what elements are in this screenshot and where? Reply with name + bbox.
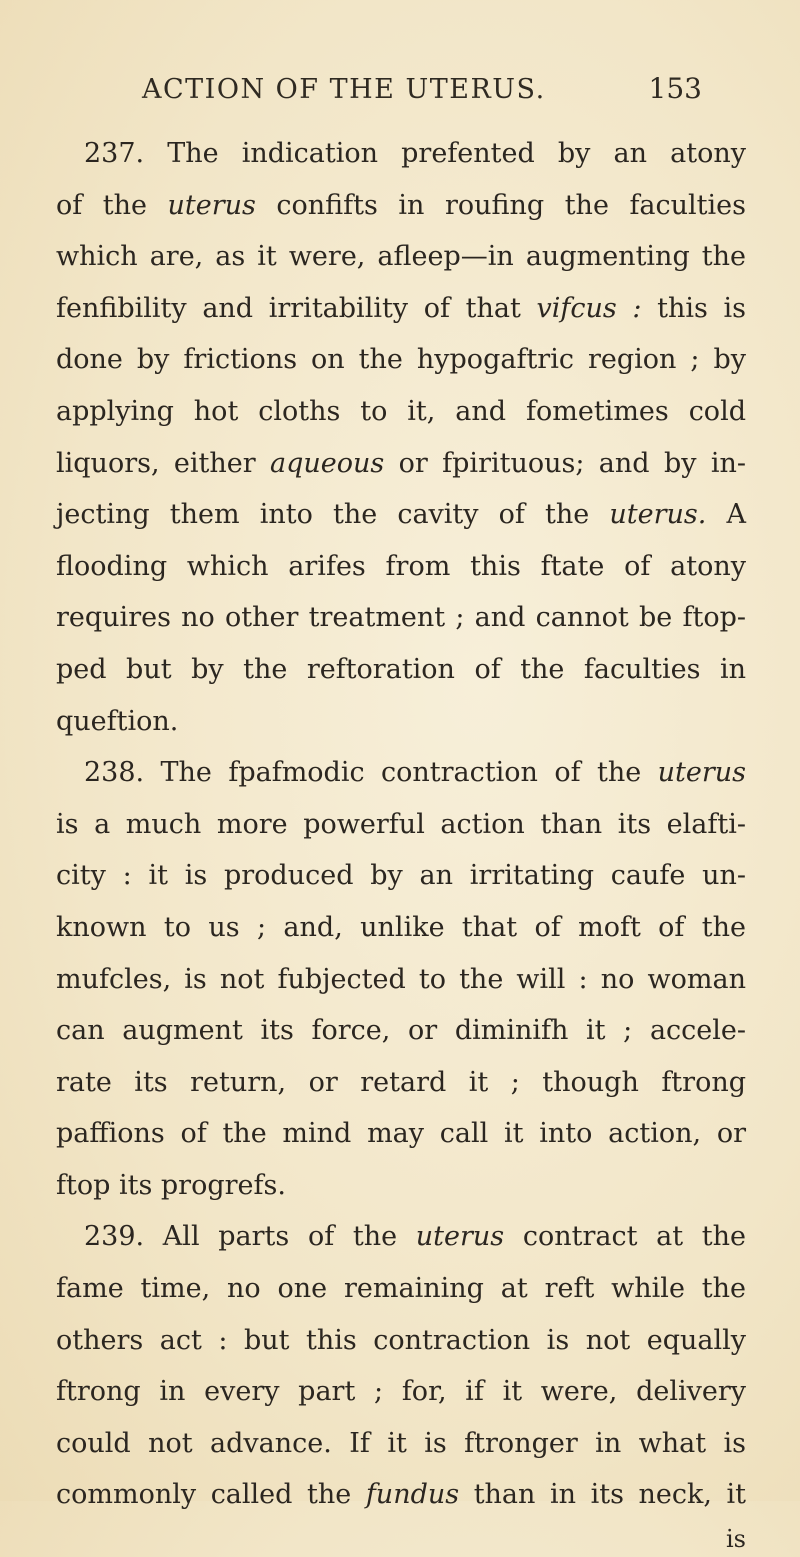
text-segment: ftop its progrefs. (56, 1169, 286, 1201)
italic-text: uterus (415, 1221, 505, 1253)
text-line (56, 1418, 746, 1470)
text-line (56, 1160, 746, 1212)
text-line (56, 850, 746, 902)
text-segment: this is (641, 292, 746, 324)
text-line (56, 541, 746, 593)
text-line (56, 696, 746, 748)
text-line (56, 1005, 746, 1057)
text-segment: of the (56, 189, 168, 221)
text-line (56, 644, 746, 696)
running-title: ACTION OF THE UTERUS. (142, 74, 546, 105)
text-segment: could not advance. If it is ftronger in what is (56, 1427, 746, 1459)
text-segment: can augment its force, or diminifh it ; accele- (56, 1015, 746, 1047)
text-line (56, 128, 746, 180)
text-segment: mufcles, is not fubjected to the will : no woman (56, 963, 746, 995)
text-line (56, 231, 746, 283)
text-segment: rate its return, or retard it ; though ftrong (56, 1066, 746, 1098)
text-segment: requires no other treatment ; and cannot be ftop- (56, 602, 746, 634)
text-line (56, 1366, 746, 1418)
text-segment: fame time, no one remaining at reft while the (56, 1273, 746, 1305)
text-segment: is a much more powerful action than its elafti- (56, 808, 746, 840)
text-segment: ftrong in every part ; for, if it were, delivery (56, 1376, 746, 1408)
text-segment: than in its neck, it (459, 1479, 746, 1511)
text-segment: paffions of the mind may call it into action, or (56, 1118, 746, 1150)
text-segment: 238. The fpafmodic contraction of the (84, 757, 658, 789)
text-line (56, 283, 746, 335)
text-line (56, 334, 746, 386)
text-segment: done by frictions on the hypogaftric region ; by (56, 344, 746, 376)
text-segment: which are, as it were, afleep—in augmenting the (56, 241, 746, 273)
italic-text: uterus (167, 189, 256, 221)
text-line (56, 1211, 746, 1263)
catchword: is (726, 1525, 746, 1554)
text-segment: jecting them into the cavity of the (56, 499, 610, 531)
text-segment: known to us ; and, unlike that of moft of the (56, 911, 746, 943)
text-line (56, 1108, 746, 1160)
text-segment: applying hot cloths to it, and fometimes cold (56, 395, 746, 427)
italic-text: fundus (365, 1479, 460, 1511)
text-line (56, 489, 746, 541)
text-segment: ped but by the reftoration of the faculties in (56, 653, 746, 685)
text-segment: queftion. (56, 705, 179, 737)
text-line (56, 592, 746, 644)
text-segment: flooding which arifes from this ftate of atony (56, 550, 746, 582)
text-segment: or fpirituous; and by in- (384, 447, 746, 479)
text-segment: 239. All parts of the (84, 1221, 416, 1253)
text-line (56, 438, 746, 490)
italic-text: uterus. (609, 499, 707, 531)
page-number: 153 (648, 72, 702, 105)
text-segment: fenfibility and irritability of that (56, 292, 537, 324)
text-line (56, 1057, 746, 1109)
italic-text: aqueous (270, 447, 385, 479)
text-segment: A (706, 499, 746, 531)
text-line (56, 902, 746, 954)
text-line (56, 1469, 746, 1521)
running-head (142, 66, 702, 110)
text-segment: commonly called the (56, 1479, 366, 1511)
text-line (56, 747, 746, 799)
text-line (56, 1263, 746, 1315)
text-segment: liquors, either (56, 447, 271, 479)
text-segment: contract at the (504, 1221, 746, 1253)
italic-text: uterus (657, 757, 746, 789)
text-segment: confifts in roufing the faculties (255, 189, 746, 221)
body-text (56, 128, 746, 1557)
text-segment: others act : but this contraction is not equally (56, 1324, 746, 1356)
text-segment: city : it is produced by an irritating caufe un- (56, 860, 746, 892)
text-line (56, 180, 746, 232)
text-line (56, 799, 746, 851)
italic-text: vifcus : (536, 292, 642, 324)
text-line (56, 1315, 746, 1367)
text-line (56, 386, 746, 438)
text-segment: 237. The indication prefented by an atony (84, 138, 746, 169)
text-line (56, 954, 746, 1006)
